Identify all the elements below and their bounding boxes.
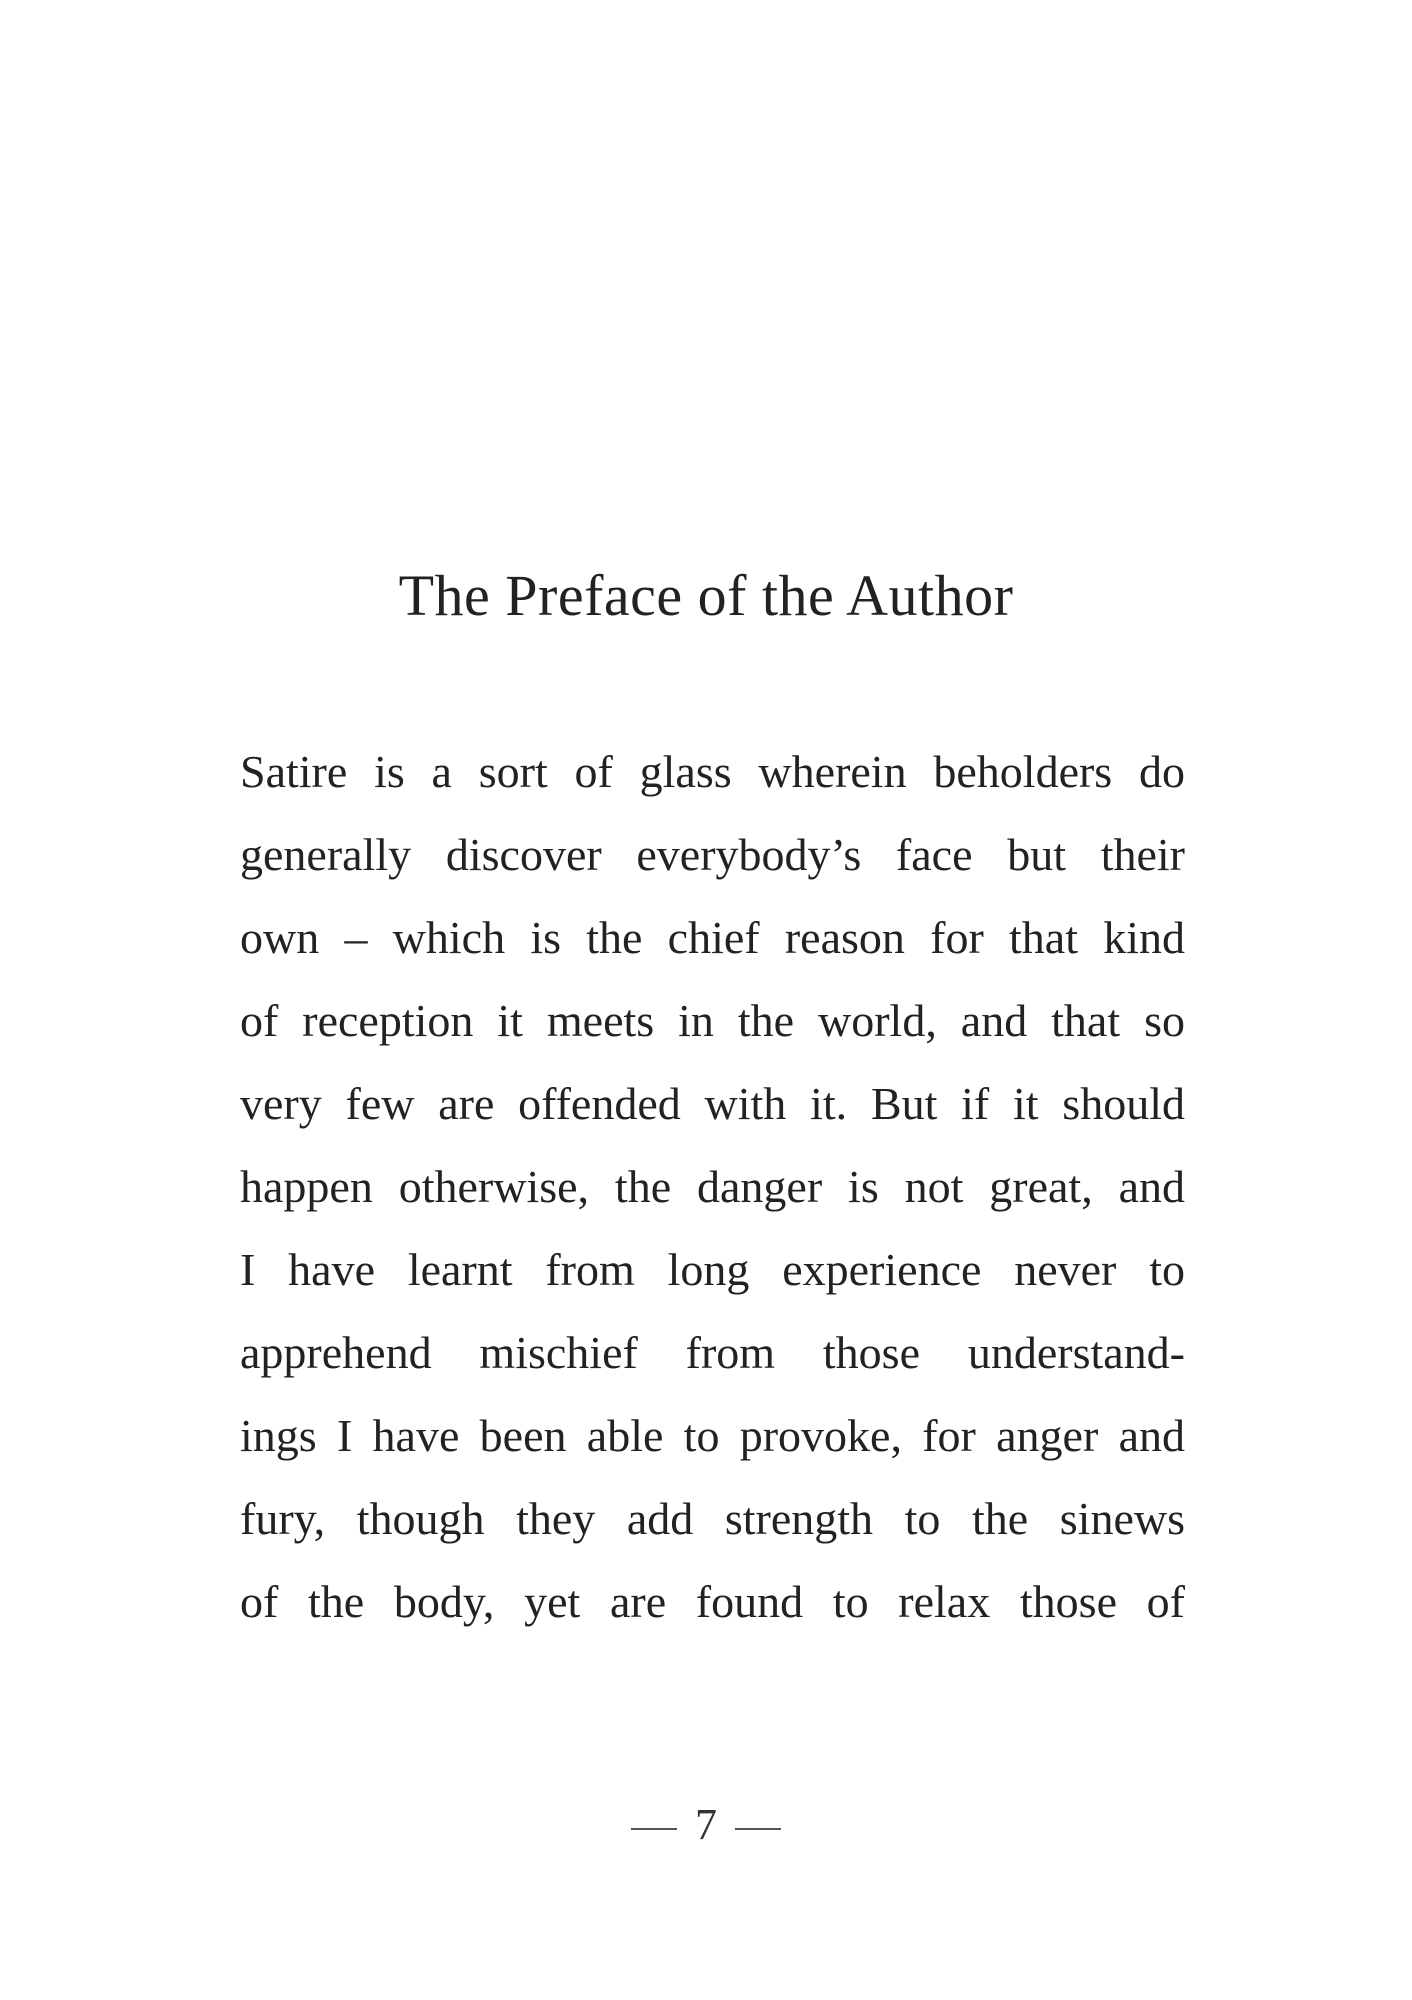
page-number: 7 [695,1800,717,1849]
text-line: happen otherwise, the danger is not great, and [240,1161,1185,1212]
text-line: apprehend mischief from those understand- [240,1327,1185,1378]
text-line: fury, though they add strength to the sinews [240,1493,1185,1544]
chapter-title: The Preface of the Author [398,563,1014,628]
text-line: of the body, yet are found to relax those of [240,1576,1185,1627]
text-line: I have learnt from long experience never to [240,1244,1185,1295]
text-line: own – which is the chief reason for that kind [240,912,1185,963]
body-text [240,730,1185,1643]
text-line: Satire is a sort of glass wherein beholders do [240,746,1185,797]
text-line: generally discover everybody’s face but their [240,829,1185,880]
text-line: of reception it meets in the world, and that so [240,995,1185,1046]
text-line: ings I have been able to provoke, for anger and [240,1410,1185,1461]
text-line: very few are offended with it. But if it should [240,1078,1185,1129]
page-number-footer [0,1795,1412,1855]
right-dash [735,1828,781,1830]
left-dash [631,1828,677,1830]
